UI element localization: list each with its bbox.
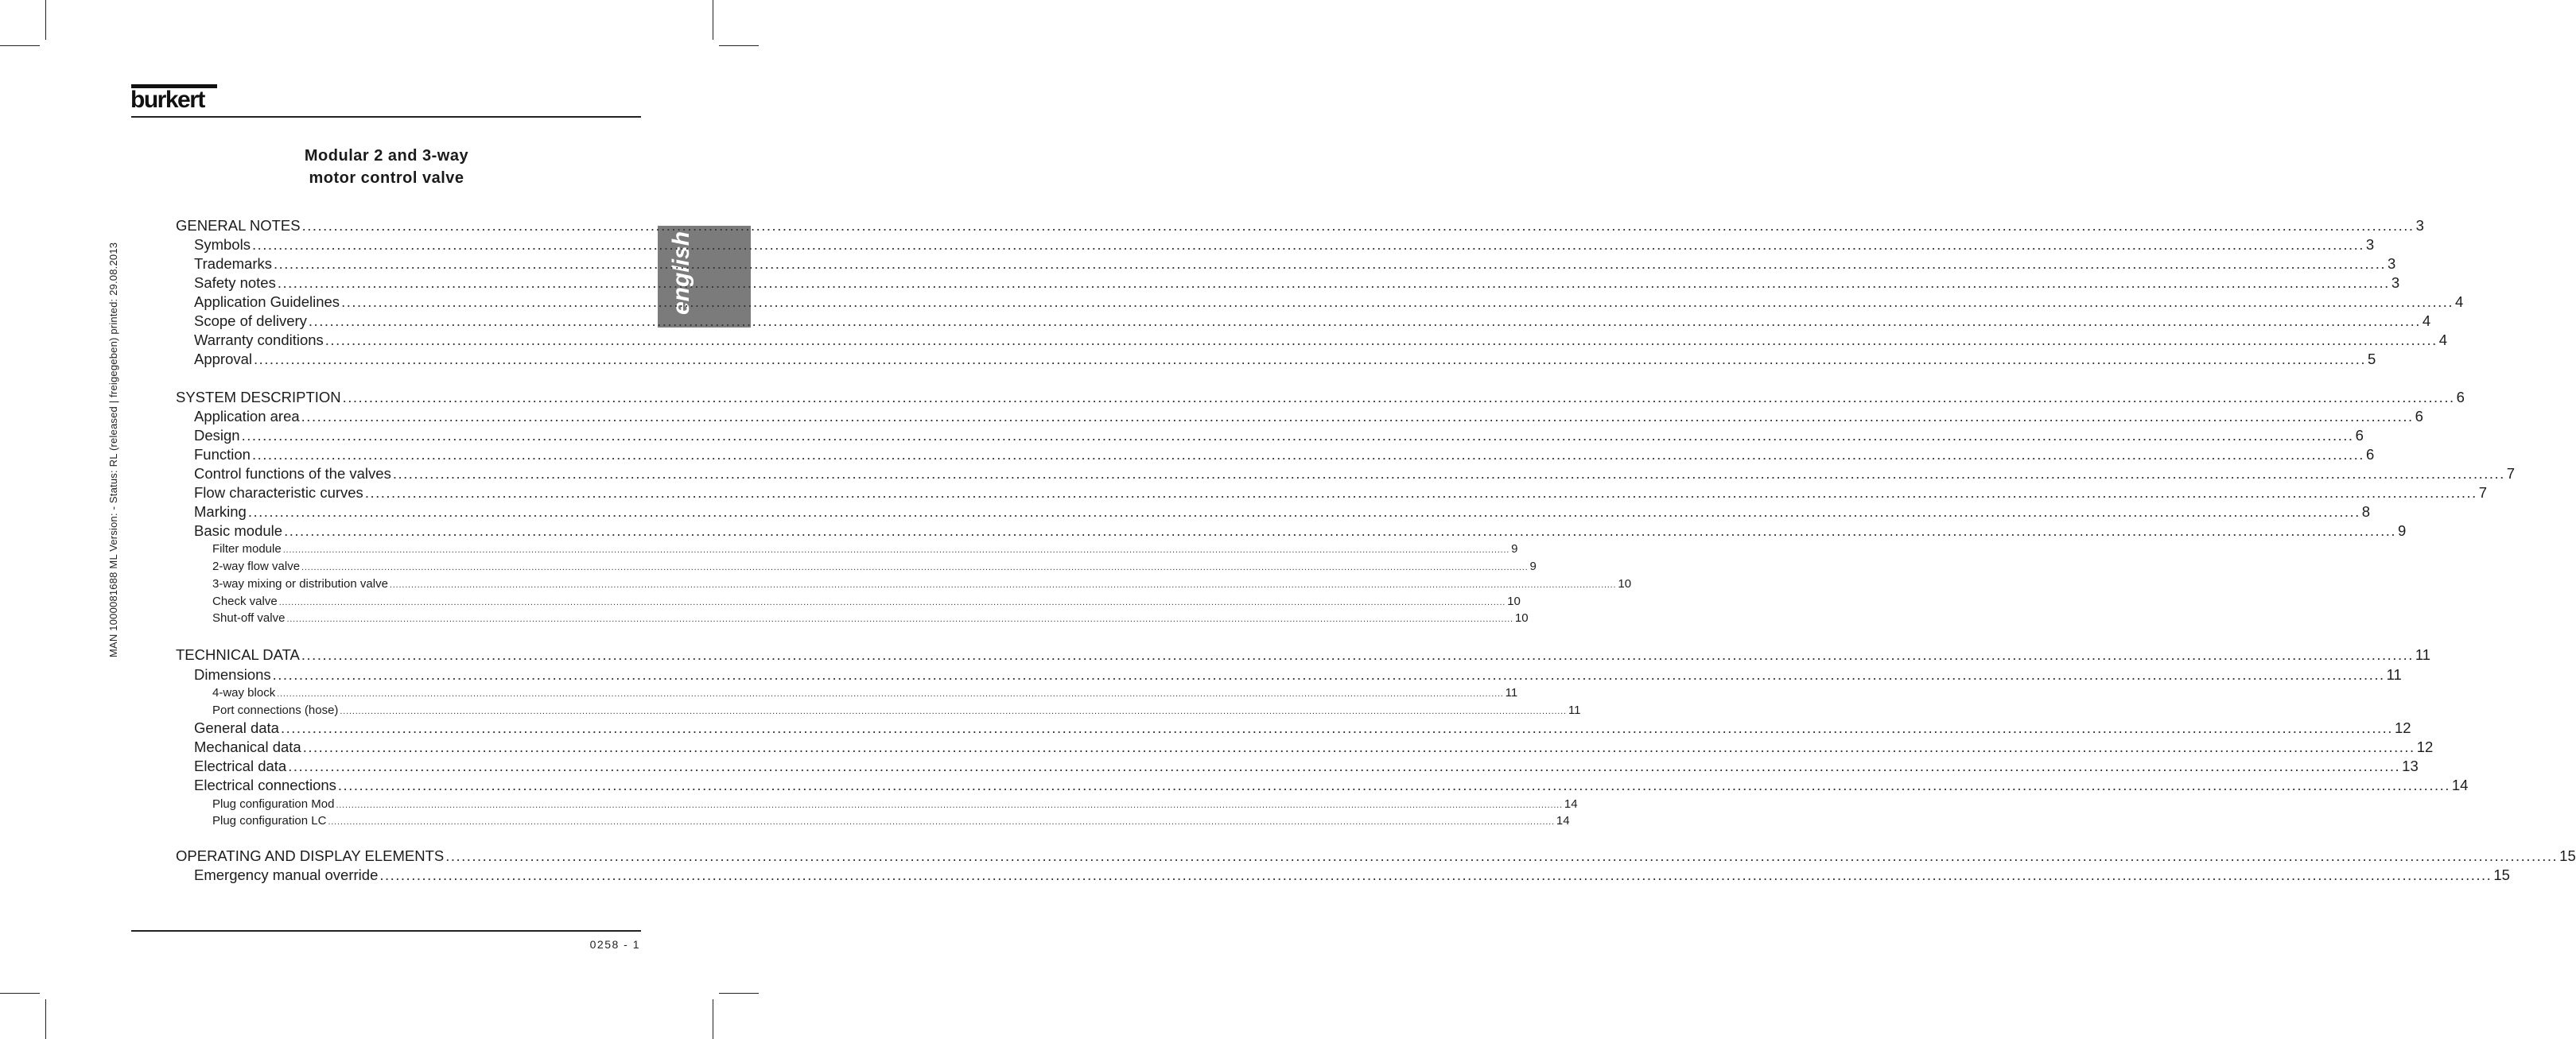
toc-entry[interactable] — [212, 595, 1521, 608]
toc-entry-page: 10 — [1514, 611, 1529, 625]
toc-dot-leader: ................................................................................................................................................................................................................................................................................................................................................................................................................ — [301, 646, 2414, 663]
toc-entry[interactable] — [194, 293, 2464, 311]
toc-entry-page: 7 — [2506, 465, 2516, 482]
toc-entry-page: 9 — [2398, 522, 2407, 539]
toc-entry-page: 4 — [2438, 331, 2448, 348]
toc-entry-page: 15 — [2493, 866, 2510, 883]
toc-entry-page: 3 — [2365, 236, 2375, 253]
toc-entry-page: 12 — [2394, 719, 2411, 736]
toc-dot-leader: ................................................................................................................................................................................................................................................................................................................................................................................................................ — [274, 255, 2386, 272]
toc-entry-page: 7 — [2478, 484, 2488, 501]
toc-entry[interactable] — [212, 814, 1570, 828]
toc-dot-leader: ................................................................................................................................................................................................................................................................................................................................................................................................................ — [284, 522, 2397, 539]
toc-entry[interactable] — [194, 758, 2419, 775]
toc-entry[interactable] — [194, 255, 2396, 273]
toc-entry-page: 12 — [2416, 739, 2434, 755]
toc-entry[interactable] — [194, 866, 2510, 884]
toc-entry-page: 4 — [2422, 312, 2431, 329]
toc-dot-leader: ................................................................................................................................................................................................................................................................................................................................................................................................................ — [278, 598, 1506, 607]
toc-entry[interactable] — [176, 847, 2576, 865]
toc-dot-leader: ................................................................................................................................................................................................................................................................................................................................................................................................................ — [337, 777, 2450, 793]
toc-entry-title: Emergency manual override — [194, 866, 379, 883]
crop-mark — [45, 0, 46, 40]
toc-entry-title: Application area — [194, 408, 300, 425]
toc-entry[interactable] — [212, 797, 1578, 811]
toc-entry-title: SYSTEM DESCRIPTION — [176, 389, 341, 405]
toc-entry[interactable] — [194, 446, 2375, 463]
toc-dot-leader: ................................................................................................................................................................................................................................................................................................................................................................................................................ — [277, 689, 1504, 699]
toc-entry[interactable] — [212, 704, 1581, 717]
toc-dot-leader: ................................................................................................................................................................................................................................................................................................................................................................................................................ — [342, 389, 2455, 405]
toc-entry-title: Safety notes — [194, 274, 276, 291]
toc-entry-page: 10 — [1618, 577, 1632, 591]
toc-entry[interactable] — [194, 666, 2402, 684]
toc-dot-leader: ................................................................................................................................................................................................................................................................................................................................................................................................................ — [254, 351, 2366, 367]
document-title — [239, 145, 534, 189]
toc-dot-leader: ................................................................................................................................................................................................................................................................................................................................................................................................................ — [340, 707, 1567, 716]
toc-entry[interactable] — [194, 236, 2375, 254]
toc-entry-title: Basic module — [194, 522, 283, 539]
toc-dot-leader: ................................................................................................................................................................................................................................................................................................................................................................................................................ — [301, 408, 2414, 425]
toc-dot-leader: ................................................................................................................................................................................................................................................................................................................................................................................................................ — [324, 331, 2438, 348]
toc-entry[interactable] — [176, 217, 2424, 235]
toc-entry-page: 10 — [1507, 595, 1521, 608]
toc-entry-page: 11 — [2386, 666, 2402, 683]
document-title-line1: Modular 2 and 3-way — [304, 147, 469, 165]
toc-entry-title: Dimensions — [194, 666, 271, 683]
toc-dot-leader: ................................................................................................................................................................................................................................................................................................................................................................................................................ — [282, 545, 1510, 555]
toc-entry-title: 3-way mixing or distribution valve — [212, 577, 388, 591]
toc-entry-title: Function — [194, 446, 251, 463]
crop-mark — [719, 993, 759, 994]
toc-dot-leader: ................................................................................................................................................................................................................................................................................................................................................................................................................ — [280, 719, 2393, 736]
toc-dot-leader: ................................................................................................................................................................................................................................................................................................................................................................................................................ — [336, 801, 1563, 810]
toc-entry[interactable] — [194, 408, 2423, 425]
toc-dot-leader: ................................................................................................................................................................................................................................................................................................................................................................................................................ — [308, 312, 2421, 329]
crop-mark — [0, 45, 40, 46]
toc-entry-title: Control functions of the valves — [194, 465, 391, 482]
toc-entry-title: Trademarks — [194, 255, 273, 272]
toc-dot-leader: ................................................................................................................................................................................................................................................................................................................................................................................................................ — [288, 758, 2401, 774]
toc-entry[interactable] — [194, 777, 2469, 794]
toc-dot-leader: ................................................................................................................................................................................................................................................................................................................................................................................................................ — [328, 817, 1555, 827]
crop-mark — [45, 999, 46, 1039]
toc-entry-page: 15 — [2559, 847, 2576, 864]
toc-dot-leader: ................................................................................................................................................................................................................................................................................................................................................................................................................ — [389, 580, 1617, 590]
toc-dot-leader: ................................................................................................................................................................................................................................................................................................................................................................................................................ — [302, 739, 2415, 755]
toc-entry-page: 11 — [2415, 646, 2431, 663]
toc-entry-title: 4-way block — [212, 686, 276, 700]
toc-entry-page: 9 — [1511, 542, 1518, 556]
toc-entry-page: 11 — [1505, 686, 1518, 700]
toc-entry[interactable] — [212, 611, 1529, 625]
header-rule — [131, 116, 641, 118]
toc-entry-page: 14 — [2451, 777, 2469, 793]
toc-dot-leader: ................................................................................................................................................................................................................................................................................................................................................................................................................ — [247, 503, 2360, 520]
toc-entry[interactable] — [194, 274, 2400, 292]
toc-entry-title: Shut-off valve — [212, 611, 286, 625]
toc-entry[interactable] — [194, 739, 2434, 756]
toc-entry[interactable] — [194, 351, 2376, 368]
toc-dot-leader: ................................................................................................................................................................................................................................................................................................................................................................................................................ — [251, 236, 2364, 253]
toc-entry[interactable] — [194, 719, 2411, 737]
toc-entry-page: 14 — [1564, 797, 1578, 811]
toc-entry-title: General data — [194, 719, 279, 736]
burkert-logo — [131, 84, 219, 113]
toc-dot-leader: ................................................................................................................................................................................................................................................................................................................................................................................................................ — [277, 274, 2390, 291]
toc-entry-title: Check valve — [212, 595, 278, 608]
toc-dot-leader: ................................................................................................................................................................................................................................................................................................................................................................................................................ — [341, 293, 2454, 310]
toc-entry-title: Flow characteristic curves — [194, 484, 363, 501]
toc-entry[interactable] — [212, 577, 1632, 591]
logo-wordmark: burkert — [130, 87, 204, 113]
crop-mark — [0, 993, 40, 994]
toc-entry-title: Electrical data — [194, 758, 287, 774]
toc-entry[interactable] — [212, 686, 1518, 700]
toc-entry-title: Approval — [194, 351, 253, 367]
toc-entry[interactable] — [176, 646, 2431, 664]
toc-entry-title: GENERAL NOTES — [176, 217, 301, 234]
toc-entry-title: Design — [194, 427, 240, 444]
toc-entry[interactable] — [212, 560, 1537, 573]
toc-entry-title: Warranty conditions — [194, 331, 324, 348]
toc-dot-leader: ................................................................................................................................................................................................................................................................................................................................................................................................................ — [445, 847, 2559, 864]
language-tab-label: english — [668, 231, 694, 315]
toc-entry[interactable] — [194, 484, 2488, 502]
toc-entry[interactable] — [194, 522, 2407, 540]
toc-entry-page: 8 — [2361, 503, 2371, 520]
toc-entry[interactable] — [194, 312, 2431, 330]
page-number: 0258 - 1 — [589, 938, 640, 951]
toc-dot-leader: ................................................................................................................................................................................................................................................................................................................................................................................................................ — [286, 614, 1513, 624]
toc-dot-leader: ................................................................................................................................................................................................................................................................................................................................................................................................................ — [364, 484, 2477, 501]
toc-dot-leader: ................................................................................................................................................................................................................................................................................................................................................................................................................ — [301, 563, 1529, 572]
toc-entry[interactable] — [194, 331, 2448, 349]
toc-entry-page: 13 — [2402, 758, 2419, 774]
toc-entry-title: Filter module — [212, 542, 282, 556]
toc-entry[interactable] — [194, 465, 2516, 483]
toc-entry[interactable] — [212, 542, 1518, 556]
toc-entry-page: 3 — [2387, 255, 2396, 272]
toc-entry-page: 5 — [2367, 351, 2376, 367]
document-title-line2: motor control valve — [309, 169, 464, 187]
toc-entry-title: 2-way flow valve — [212, 560, 301, 573]
toc-entry-title: OPERATING AND DISPLAY ELEMENTS — [176, 847, 445, 864]
toc-entry-title: Mechanical data — [194, 739, 301, 755]
toc-dot-leader: ................................................................................................................................................................................................................................................................................................................................................................................................................ — [272, 666, 2385, 683]
toc-entry-title: TECHNICAL DATA — [176, 646, 300, 663]
toc-entry-title: Scope of delivery — [194, 312, 307, 329]
toc-entry-title: Electrical connections — [194, 777, 336, 793]
toc-dot-leader: ................................................................................................................................................................................................................................................................................................................................................................................................................ — [241, 427, 2354, 444]
toc-entry-title: Plug configuration Mod — [212, 797, 335, 811]
toc-entry-title: Symbols — [194, 236, 251, 253]
toc-entry[interactable] — [176, 389, 2465, 406]
toc-entry-title: Port connections (hose) — [212, 704, 339, 717]
toc-entry-page: 4 — [2455, 293, 2464, 310]
toc-entry-page: 6 — [2355, 427, 2364, 444]
crop-mark — [719, 45, 759, 46]
toc-entry-page: 3 — [2391, 274, 2400, 291]
toc-entry-page: 3 — [2415, 217, 2424, 234]
toc-entry-page: 6 — [2415, 408, 2423, 425]
toc-dot-leader: ................................................................................................................................................................................................................................................................................................................................................................................................................ — [392, 465, 2505, 482]
document-status-note: MAN 1000081688 ML Version: - Status: RL (released | freigegeben) printed: 29.08.2013 — [107, 242, 119, 657]
toc-entry-title: Plug configuration LC — [212, 814, 327, 828]
toc-entry-page: 9 — [1529, 560, 1537, 573]
toc-dot-leader: ................................................................................................................................................................................................................................................................................................................................................................................................................ — [379, 866, 2492, 883]
toc-entry-title: Application Guidelines — [194, 293, 340, 310]
toc-entry-page: 14 — [1556, 814, 1570, 828]
toc-entry-page: 11 — [1568, 704, 1581, 717]
toc-entry[interactable] — [194, 427, 2364, 444]
toc-dot-leader: ................................................................................................................................................................................................................................................................................................................................................................................................................ — [301, 217, 2415, 234]
toc-entry[interactable] — [194, 503, 2371, 521]
toc-entry-title: Marking — [194, 503, 247, 520]
toc-dot-leader: ................................................................................................................................................................................................................................................................................................................................................................................................................ — [251, 446, 2364, 463]
toc-entry-page: 6 — [2365, 446, 2375, 463]
footer-rule — [131, 930, 641, 932]
toc-entry-page: 6 — [2456, 389, 2465, 405]
